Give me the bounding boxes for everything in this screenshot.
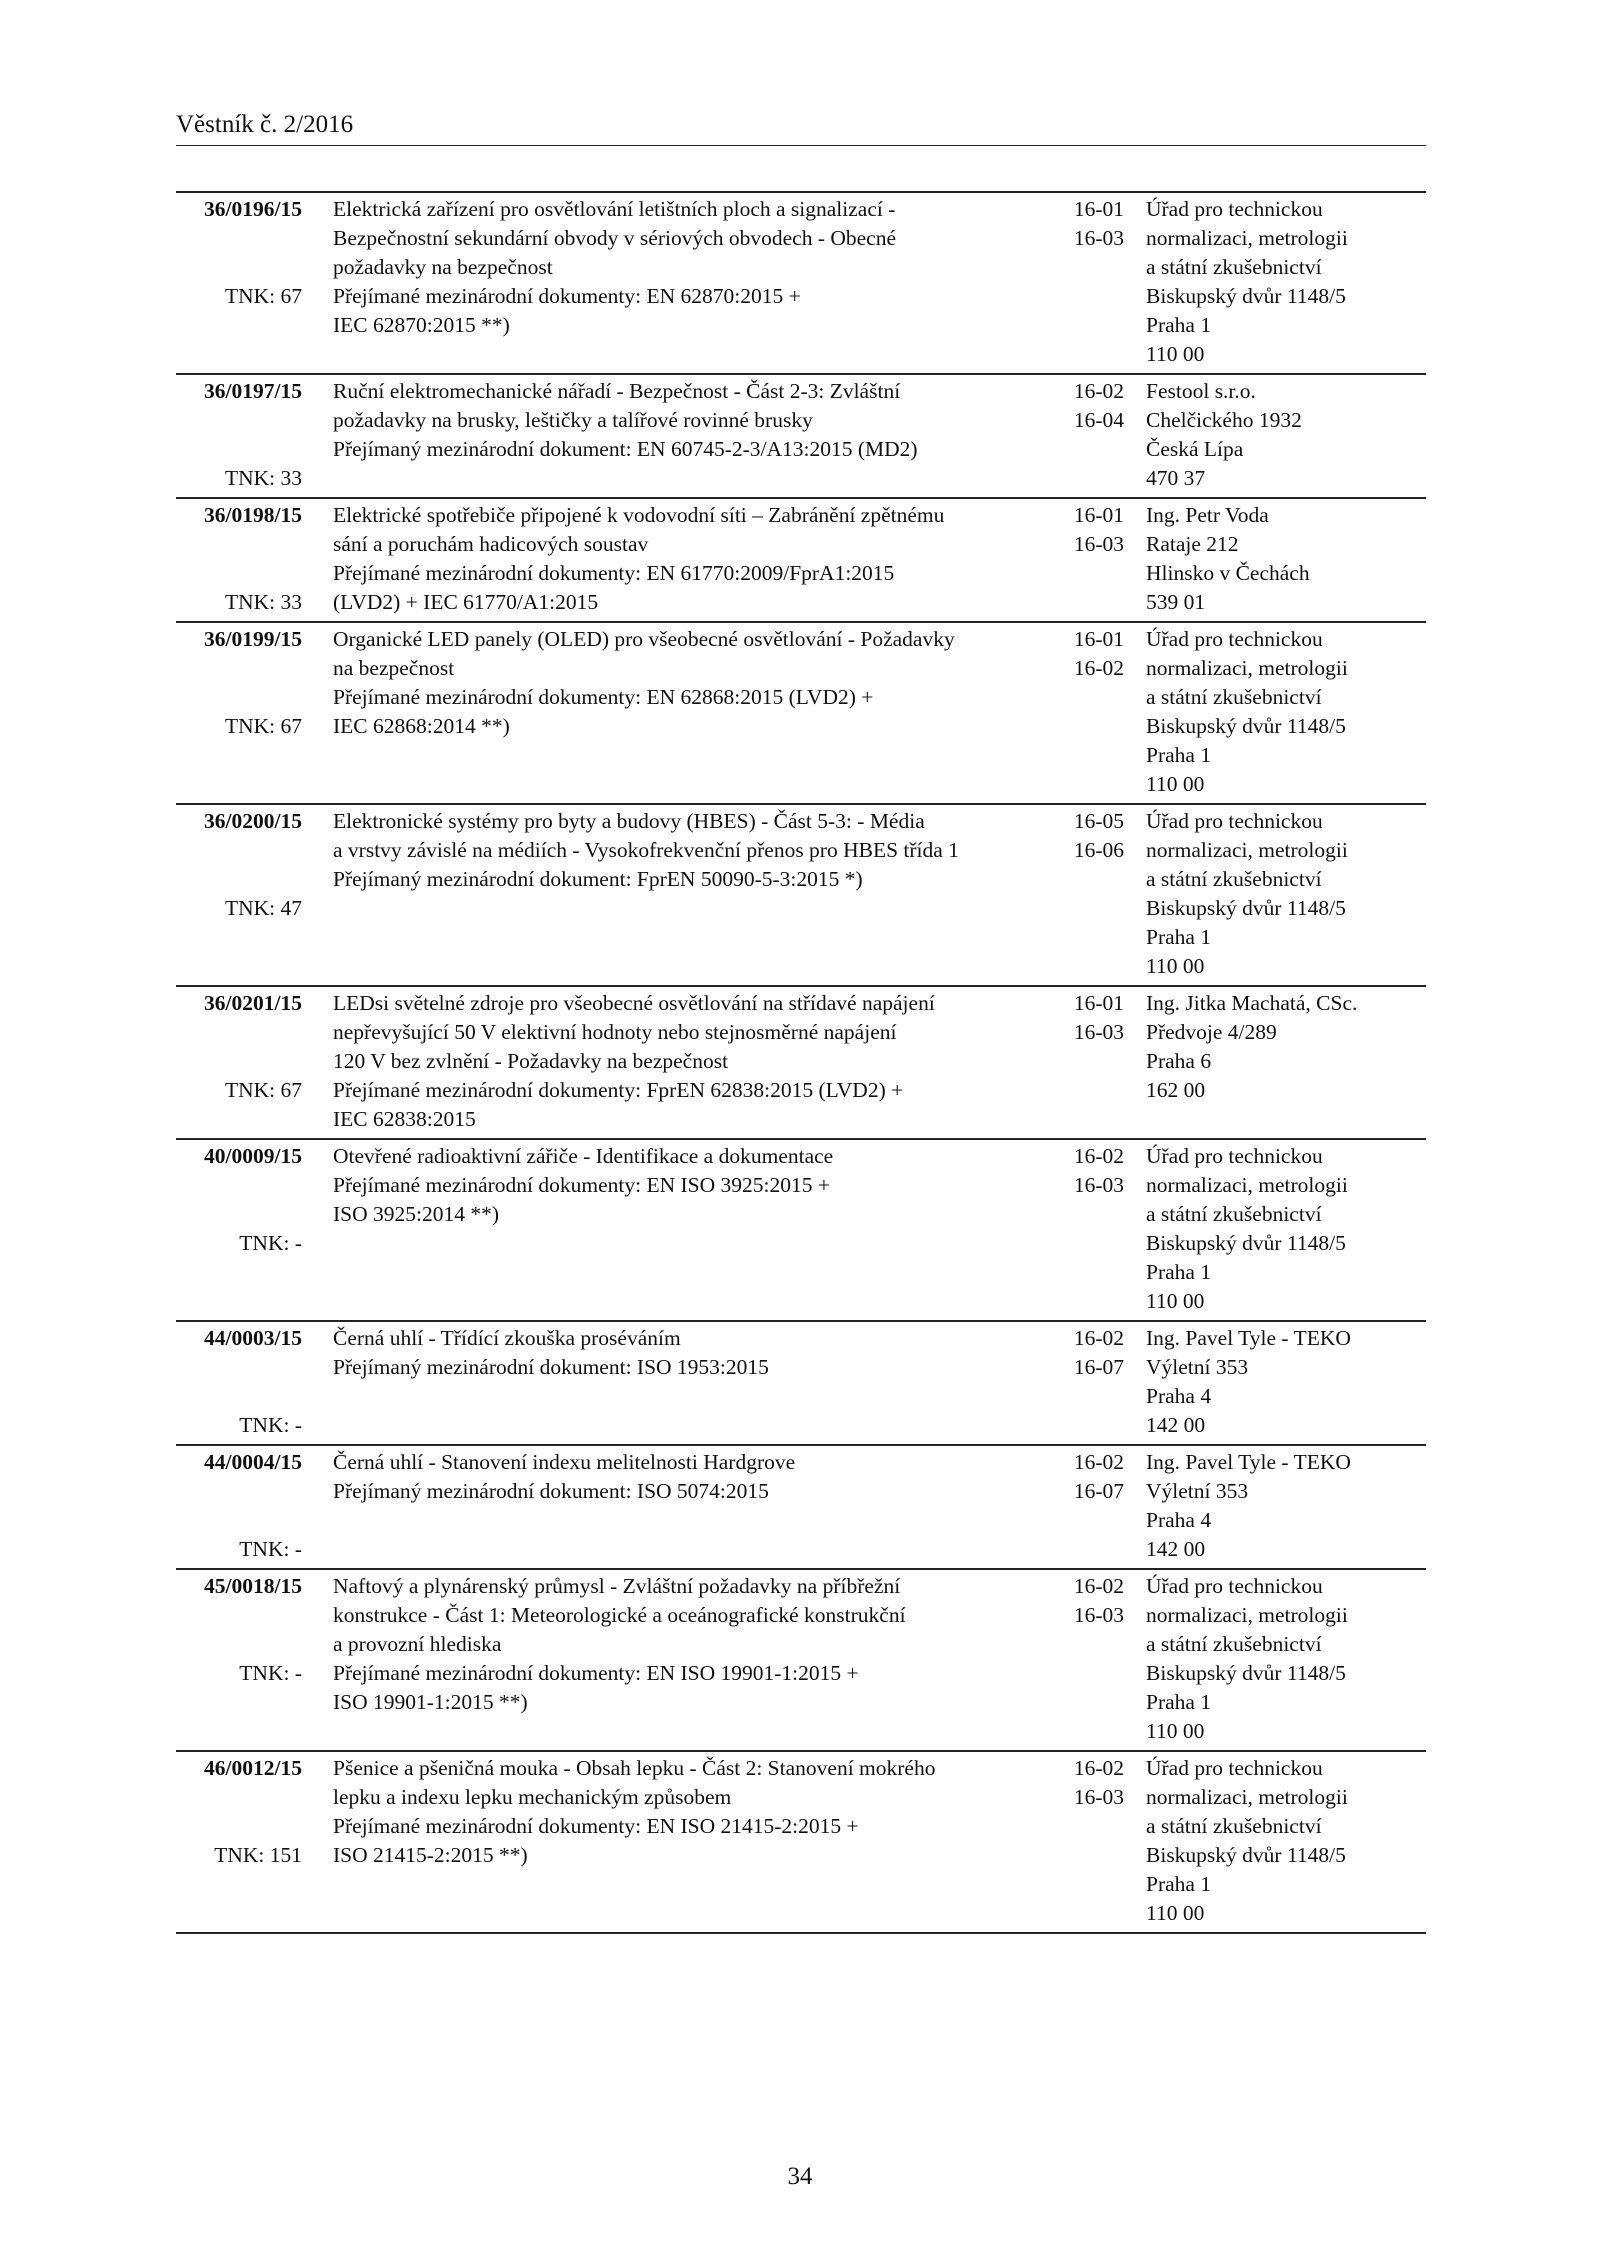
entry-number: 36/0201/15	[204, 991, 302, 1015]
title-line: Pšenice a pšeničná mouka - Obsah lepku - Část 2: Stanovení mokrého	[333, 1756, 936, 1780]
header-rule	[176, 145, 1426, 146]
entry-id-cell	[176, 1572, 302, 1746]
entry-title	[333, 807, 1033, 894]
tnk-code: TNK: -	[239, 1537, 302, 1561]
address-line: Festool s.r.o.	[1146, 379, 1256, 403]
address-line: Ing. Jitka Machatá, CSc.	[1146, 991, 1358, 1015]
date-code: 16-02	[1073, 1574, 1124, 1598]
address-line: Praha 1	[1146, 743, 1212, 767]
title-line: Přejímaný mezinárodní dokument: ISO 5074:2015	[333, 1479, 769, 1503]
date-code: 16-05	[1073, 809, 1124, 833]
processor-address	[1146, 501, 1436, 617]
date-code: 16-01	[1073, 627, 1124, 651]
title-line: Černá uhlí - Stanovení indexu melitelnosti Hardgrove	[333, 1450, 796, 1474]
table-row	[176, 375, 1426, 499]
processor-address	[1146, 1448, 1436, 1564]
entry-number: 44/0004/15	[204, 1450, 302, 1474]
title-line: (LVD2) + IEC 61770/A1:2015	[333, 590, 599, 614]
title-line: Přejímaný mezinárodní dokument: EN 60745-2-3/A13:2015 (MD2)	[333, 437, 918, 461]
entry-dates	[1054, 377, 1124, 435]
entry-title	[333, 1572, 1033, 1717]
entry-dates	[1054, 1448, 1124, 1506]
date-code: 16-01	[1073, 197, 1124, 221]
date-code: 16-01	[1073, 503, 1124, 527]
title-line: Přejímané mezinárodní dokumenty: EN 61770:2009/FprA1:2015	[333, 561, 895, 585]
title-line: Ruční elektromechanické nářadí - Bezpečnost - Část 2-3: Zvláštní	[333, 379, 901, 403]
title-line: Elektrická zařízení pro osvětlování letištních ploch a signalizací -	[333, 197, 896, 221]
entry-number: 40/0009/15	[204, 1144, 302, 1168]
address-line: Biskupský dvůr 1148/5	[1146, 1231, 1346, 1255]
entry-dates	[1054, 1324, 1124, 1382]
address-line: 470 37	[1146, 466, 1206, 490]
table-row	[176, 987, 1426, 1140]
address-line: Biskupský dvůr 1148/5	[1146, 714, 1346, 738]
standards-table	[176, 191, 1426, 1934]
address-line: 142 00	[1146, 1413, 1206, 1437]
title-line: Otevřené radioaktivní zářiče - Identifikace a dokumentace	[333, 1144, 834, 1168]
processor-address	[1146, 807, 1436, 981]
table-row	[176, 499, 1426, 623]
entry-id-cell	[176, 807, 302, 981]
entry-dates	[1054, 1572, 1124, 1630]
date-code: 16-07	[1073, 1479, 1124, 1503]
entry-id-cell	[176, 195, 302, 369]
title-line: IEC 62868:2014 **)	[333, 714, 510, 738]
table-row	[176, 623, 1426, 805]
address-line: Praha 1	[1146, 1872, 1212, 1896]
entry-title	[333, 1142, 1033, 1229]
title-line: ISO 3925:2014 **)	[333, 1202, 500, 1226]
title-line: sání a poruchám hadicových soustav	[333, 532, 649, 556]
address-line: a státní zkušebnictví	[1146, 255, 1322, 279]
title-line: ISO 21415-2:2015 **)	[333, 1843, 528, 1867]
date-code: 16-03	[1073, 1785, 1124, 1809]
address-line: Výletní 353	[1146, 1479, 1249, 1503]
entry-title	[333, 501, 1033, 617]
date-code: 16-01	[1073, 991, 1124, 1015]
processor-address	[1146, 1754, 1436, 1928]
date-code: 16-03	[1073, 532, 1124, 556]
entry-title	[333, 1448, 1033, 1506]
address-line: 110 00	[1146, 954, 1205, 978]
title-line: Přejímané mezinárodní dokumenty: EN ISO 3925:2015 +	[333, 1173, 830, 1197]
tnk-code: TNK: 47	[224, 896, 302, 920]
title-line: lepku a indexu lepku mechanickým způsobem	[333, 1785, 732, 1809]
address-line: normalizaci, metrologii	[1146, 656, 1348, 680]
title-line: a provozní hlediska	[333, 1632, 502, 1656]
tnk-code: TNK: -	[239, 1413, 302, 1437]
entry-id-cell	[176, 1142, 302, 1316]
title-line: Přejímané mezinárodní dokumenty: FprEN 62838:2015 (LVD2) +	[333, 1078, 904, 1102]
address-line: normalizaci, metrologii	[1146, 226, 1348, 250]
entry-title	[333, 1324, 1033, 1382]
tnk-code: TNK: 67	[224, 284, 302, 308]
entry-title	[333, 989, 1033, 1134]
title-line: 120 V bez zvlnění - Požadavky na bezpečnost	[333, 1049, 729, 1073]
date-code: 16-02	[1073, 656, 1124, 680]
entry-id-cell	[176, 989, 302, 1134]
address-line: Biskupský dvůr 1148/5	[1146, 1843, 1346, 1867]
processor-address	[1146, 625, 1436, 799]
entry-dates	[1054, 1142, 1124, 1200]
entry-id-cell	[176, 377, 302, 493]
title-line: Přejímaný mezinárodní dokument: ISO 1953:2015	[333, 1355, 769, 1379]
address-line: a státní zkušebnictví	[1146, 1632, 1322, 1656]
entry-number: 36/0200/15	[204, 809, 302, 833]
entry-number: 45/0018/15	[204, 1574, 302, 1598]
table-row	[176, 1570, 1426, 1752]
address-line: 110 00	[1146, 772, 1205, 796]
title-line: požadavky na brusky, leštičky a talířové rovinné brusky	[333, 408, 813, 432]
entry-number: 36/0199/15	[204, 627, 302, 651]
title-line: konstrukce - Část 1: Meteorologické a oceánografické konstrukční	[333, 1603, 906, 1627]
entry-dates	[1054, 1754, 1124, 1812]
address-line: Chelčického 1932	[1146, 408, 1302, 432]
address-line: Praha 1	[1146, 1690, 1212, 1714]
address-line: Praha 1	[1146, 925, 1212, 949]
entry-title	[333, 625, 1033, 741]
address-line: Výletní 353	[1146, 1355, 1249, 1379]
title-line: Přejímané mezinárodní dokumenty: EN ISO 19901-1:2015 +	[333, 1661, 859, 1685]
page-number: 34	[787, 2163, 813, 2190]
title-line: Elektrické spotřebiče připojené k vodovodní síti – Zabránění zpětnému	[333, 503, 945, 527]
address-line: Úřad pro technickou	[1146, 197, 1323, 221]
address-line: 110 00	[1146, 1901, 1205, 1925]
date-code: 16-03	[1073, 1173, 1124, 1197]
tnk-code: TNK: 67	[224, 1078, 302, 1102]
address-line: normalizaci, metrologii	[1146, 1785, 1348, 1809]
address-line: a státní zkušebnictví	[1146, 1202, 1322, 1226]
address-line: Praha 4	[1146, 1508, 1212, 1532]
entry-title	[333, 377, 1033, 464]
table-row	[176, 193, 1426, 375]
date-code: 16-03	[1073, 1020, 1124, 1044]
tnk-code: TNK: 151	[214, 1843, 302, 1867]
address-line: Úřad pro technickou	[1146, 1574, 1323, 1598]
address-line: normalizaci, metrologii	[1146, 838, 1348, 862]
address-line: Ing. Petr Voda	[1146, 503, 1269, 527]
processor-address	[1146, 1324, 1436, 1440]
title-line: ISO 19901-1:2015 **)	[333, 1690, 528, 1714]
entry-id-cell	[176, 1448, 302, 1564]
date-code: 16-07	[1073, 1355, 1124, 1379]
entry-dates	[1054, 195, 1124, 253]
address-line: 110 00	[1146, 1719, 1205, 1743]
date-code: 16-06	[1073, 838, 1124, 862]
entry-title	[333, 1754, 1033, 1870]
entry-dates	[1054, 501, 1124, 559]
address-line: Rataje 212	[1146, 532, 1239, 556]
address-line: a státní zkušebnictví	[1146, 1814, 1322, 1838]
address-line: Biskupský dvůr 1148/5	[1146, 896, 1346, 920]
address-line: Úřad pro technickou	[1146, 1756, 1323, 1780]
title-line: Přejímané mezinárodní dokumenty: EN ISO 21415-2:2015 +	[333, 1814, 859, 1838]
date-code: 16-03	[1073, 226, 1124, 250]
address-line: 110 00	[1146, 1289, 1205, 1313]
table-row	[176, 1140, 1426, 1322]
date-code: 16-02	[1073, 1326, 1124, 1350]
tnk-code: TNK: -	[239, 1661, 302, 1685]
processor-address	[1146, 195, 1436, 369]
date-code: 16-02	[1073, 379, 1124, 403]
address-line: Česká Lípa	[1146, 437, 1244, 461]
address-line: Předvoje 4/289	[1146, 1020, 1277, 1044]
address-line: Ing. Pavel Tyle - TEKO	[1146, 1326, 1351, 1350]
title-line: nepřevyšující 50 V elektivní hodnoty nebo stejnosměrné napájení	[333, 1020, 897, 1044]
address-line: 110 00	[1146, 342, 1205, 366]
processor-address	[1146, 1572, 1436, 1746]
title-line: LEDsi světelné zdroje pro všeobecné osvětlování na střídavé napájení	[333, 991, 935, 1015]
title-line: Elektronické systémy pro byty a budovy (HBES) - Část 5-3: - Média	[333, 809, 925, 833]
table-row	[176, 1752, 1426, 1934]
entry-id-cell	[176, 625, 302, 799]
entry-number: 36/0196/15	[204, 197, 302, 221]
address-line: Úřad pro technickou	[1146, 809, 1323, 833]
table-row	[176, 1322, 1426, 1446]
address-line: Hlinsko v Čechách	[1146, 561, 1310, 585]
entry-number: 46/0012/15	[204, 1756, 302, 1780]
title-line: Černá uhlí - Třídící zkouška proséváním	[333, 1326, 681, 1350]
address-line: a státní zkušebnictví	[1146, 685, 1322, 709]
address-line: Biskupský dvůr 1148/5	[1146, 284, 1346, 308]
title-line: na bezpečnost	[333, 656, 455, 680]
title-line: Přejímané mezinárodní dokumenty: EN 62868:2015 (LVD2) +	[333, 685, 874, 709]
entry-id-cell	[176, 1324, 302, 1440]
tnk-code: TNK: 33	[224, 590, 302, 614]
address-line: normalizaci, metrologii	[1146, 1173, 1348, 1197]
processor-address	[1146, 1142, 1436, 1316]
entry-id-cell	[176, 1754, 302, 1928]
address-line: normalizaci, metrologii	[1146, 1603, 1348, 1627]
title-line: a vrstvy závislé na médiích - Vysokofrekvenční přenos pro HBES třída 1	[333, 838, 959, 862]
entry-dates	[1054, 807, 1124, 865]
title-line: požadavky na bezpečnost	[333, 255, 553, 279]
title-line: IEC 62870:2015 **)	[333, 313, 510, 337]
title-line: Přejímané mezinárodní dokumenty: EN 62870:2015 +	[333, 284, 801, 308]
entry-number: 44/0003/15	[204, 1326, 302, 1350]
title-line: Přejímaný mezinárodní dokument: FprEN 50090-5-3:2015 *)	[333, 867, 863, 891]
date-code: 16-04	[1073, 408, 1124, 432]
entry-dates	[1054, 989, 1124, 1047]
address-line: 142 00	[1146, 1537, 1206, 1561]
address-line: 162 00	[1146, 1078, 1206, 1102]
address-line: Praha 6	[1146, 1049, 1212, 1073]
tnk-code: TNK: -	[239, 1231, 302, 1255]
title-line: Bezpečnostní sekundární obvody v sériových obvodech - Obecné	[333, 226, 897, 250]
date-code: 16-02	[1073, 1756, 1124, 1780]
address-line: a státní zkušebnictví	[1146, 867, 1322, 891]
table-row	[176, 805, 1426, 987]
title-line: IEC 62838:2015	[333, 1107, 476, 1131]
processor-address	[1146, 989, 1436, 1105]
entry-dates	[1054, 625, 1124, 683]
address-line: Úřad pro technickou	[1146, 627, 1323, 651]
entry-number: 36/0197/15	[204, 379, 302, 403]
address-line: Praha 4	[1146, 1384, 1212, 1408]
date-code: 16-03	[1073, 1603, 1124, 1627]
date-code: 16-02	[1073, 1144, 1124, 1168]
address-line: Ing. Pavel Tyle - TEKO	[1146, 1450, 1351, 1474]
tnk-code: TNK: 33	[224, 466, 302, 490]
entry-title	[333, 195, 1033, 340]
address-line: Praha 1	[1146, 313, 1212, 337]
date-code: 16-02	[1073, 1450, 1124, 1474]
processor-address	[1146, 377, 1436, 493]
running-header: Věstník č. 2/2016	[176, 111, 354, 138]
title-line: Naftový a plynárenský průmysl - Zvláštní požadavky na příbřežní	[333, 1574, 901, 1598]
entry-number: 36/0198/15	[204, 503, 302, 527]
address-line: Praha 1	[1146, 1260, 1212, 1284]
address-line: Biskupský dvůr 1148/5	[1146, 1661, 1346, 1685]
table-row	[176, 1446, 1426, 1570]
entry-id-cell	[176, 501, 302, 617]
address-line: 539 01	[1146, 590, 1206, 614]
tnk-code: TNK: 67	[224, 714, 302, 738]
title-line: Organické LED panely (OLED) pro všeobecné osvětlování - Požadavky	[333, 627, 955, 651]
address-line: Úřad pro technickou	[1146, 1144, 1323, 1168]
